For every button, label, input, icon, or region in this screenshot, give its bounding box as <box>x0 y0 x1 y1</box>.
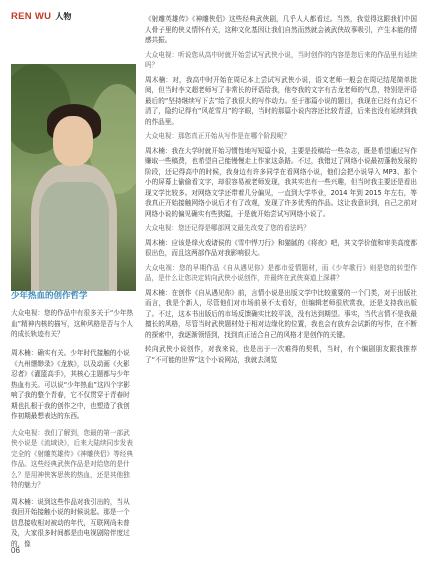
paragraph-question: 大众电视：您还记得是哪部网文最先改变了您的看法吗？ <box>145 224 310 232</box>
paragraph: 周木楠：说到这些作品对我引出的，当从我回开始接触小说的时候说起。那是一个信息接收相对被动的年代，互联网尚未普及，大家很多时间都是由电视剧陪伴度过的，像 <box>11 497 130 548</box>
paragraph: 周木楠：对，我高中时开始在周记本上尝试写武侠小说，语文老师一般会在周记结尾简单批阅，但当时李文超老师写了非常长的评语给我，他夸我的文字有古龙老师的气息，特别是评语最后的“坚持继续写下去”给了我很大的写作动力。至于那篇小说的题目，我现在已经有点记不清了，隐约记得有“风花雪月”的字眼，当时的那篇小说内容还比较青涩，后来也没有延续到我的作品里。 <box>145 75 417 126</box>
paragraph: 转向武侠小说创作，对我来说，也是出于一次难得的契机，当时，有个编剧朋友跟我推荐了“不可能的世界”这个小说网站，我就去浏览 <box>145 345 417 364</box>
page-number: 06 <box>11 546 20 555</box>
paragraph-question: 大众电视：那您真正开始从写作是在哪个阶段呢？ <box>145 132 291 140</box>
paragraph-question: 大众电视：您的早期作品《自从遇见你》是都市爱情题材，而《少年歌行》则是您的转型作品，是什么让您决定转向武侠小说创作，并最终在武侠赛道上深耕？ <box>145 263 417 282</box>
paragraph-question: 大众电视：听说您从高中时就开始尝试写武侠小说，当时创作的内容是您后来的作品里有延续吗？ <box>145 50 417 69</box>
article-subtitle: 少年热血的创作哲学 <box>11 291 88 301</box>
portrait-photo <box>11 64 136 291</box>
section-header <box>11 9 71 23</box>
intro-question: 大众电视：您的作品中有很多关于“少年热血”精神内核的描写，这种风格是否与个人的成长轨迹有关？ <box>11 309 134 338</box>
paragraph: 周木楠：在创作《自从遇见你》前，言情小说是出版文学中比较重要的一个门类，对于出版社而言，我是个新人，尽管他们对市场前景不太看好，但编辑老师很欣赏我，还是支持我出版了。不过，这本书出版后的市场反馈确实比较平淡，没有达到期望。事实，当代言情不是我最擅长的风格，尽管当时武侠题材处于相对边缘化的位置，我也会有放弃会试新的写作，在不断的探索中，我逐渐领悟到，找到真正适合自己的风格才是创作的关键。 <box>145 288 417 339</box>
paragraph: 周木楠：应该是烽火戏诸侯的《雪中悍刀行》和猫腻的《将夜》吧，其文学价值和审美高度都很出色，而且这两部作品对我影响很大。 <box>145 238 417 257</box>
paragraph: 周木楠：我在大学时就开始习惯性地写短篇小说，主要是投稿给一些杂志，既是希望通过写作赚取一些稿费，也希望自己能慢慢走上作家这条路。不过，我错过了网络小说最初蓬勃发展的阶段，还记得高中的时候，我身边有许多同学在看网络小说，他们会把小说导入 MP3、那个小的屏幕上偷偷看文字，却很容易被老师发现，我其实也有一些兴趣，但当时我主要还是看出现文学比较多。对网络文学还带着几分偏见，一直到大学毕业，2014 年到 2015 年左右，等我真正开始接触网络小说后才有了改观，发现了许多优秀的作品。这让我意识到，自己之前对网络小说的偏见确实有些狭隘，于是就开始尝试写网络小说了。 <box>145 146 417 218</box>
right-column <box>145 14 417 369</box>
section-title-cn: 人物 <box>55 11 72 21</box>
paragraph: 《射雕英雄传》《神雕侠侣》这些经典武侠剧，几乎人人都看过。当然，我觉得这跟我们中国人骨子里的侠义情怀有关，这种文化基因让我们自然而然就会被武侠故事吸引，产生本能的情感共振。 <box>145 15 417 44</box>
left-column-text <box>11 348 134 549</box>
paragraph: 周木楠：确实有关。少年时代接触的小说《九州缥缈录》《龙族》，以及动画《火影忍者》《灌篮高手》，其核心主题都与少年热血有关。可以说“少年热血”这四个字影响了我的整个青春，它不仅贯穿于青春时期也扎根于我的创作之中，也塑造了我创作初期最想表达的东西。 <box>11 349 130 420</box>
paragraph-question: 大众电视：我们了解到，您最的第一部武侠小说是《流域诀》，后来大陆续同步发表完全的《射雕英雄传》《神雕侠侣》等经典作品。这些经典武侠作品是对给您的是什么？是用神侠客思侠的热血，还是其他独特的魅力？ <box>11 428 133 489</box>
section-title-en: REN WU <box>11 10 52 22</box>
